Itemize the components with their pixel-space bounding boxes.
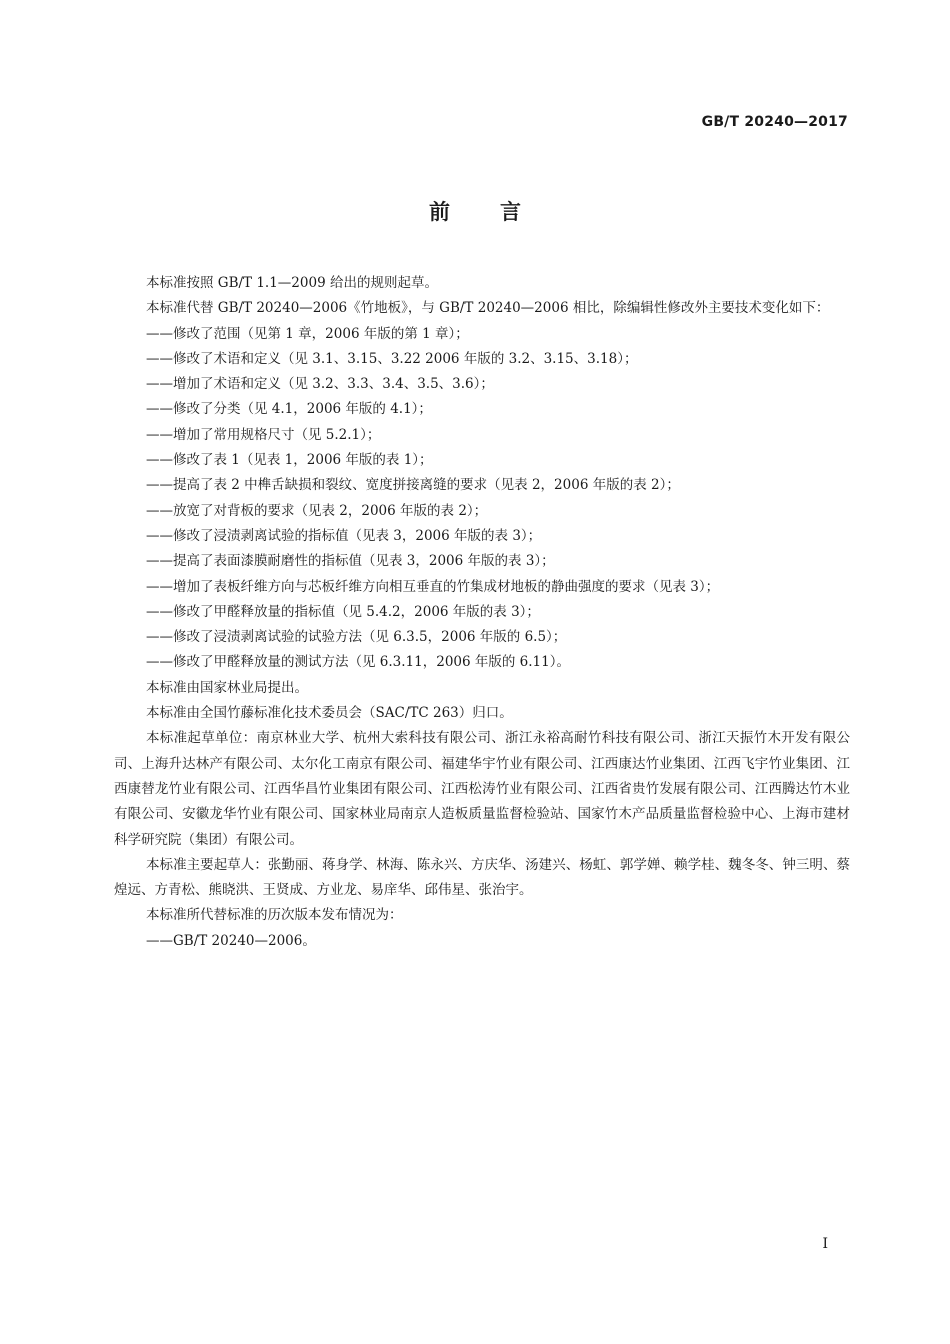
list-item: ——修改了甲醛释放量的测试方法（见 6.3.11，2006 年版的 6.11）。 [146, 654, 570, 671]
list-item: ——增加了常用规格尺寸（见 5.2.1）； [146, 426, 381, 443]
list-item: ——增加了表板纤维方向与芯板纤维方向相互垂直的竹集成材地板的静曲强度的要求（见表 3）； [146, 578, 720, 595]
list-item: ——提高了表 2 中榫舌缺损和裂纹、宽度拼接离缝的要求（见表 2，2006 年版的表 2）； [146, 477, 680, 494]
document-body [114, 271, 850, 954]
list-item: ——提高了表面漆膜耐磨性的指标值（见表 3，2006 年版的表 3）； [146, 553, 555, 570]
list-item: ——修改了范围（见第 1 章，2006 年版的第 1 章）； [146, 325, 469, 342]
paragraph-drafters: 本标准主要起草人：张勤丽、蒋身学、林海、陈永兴、方庆华、汤建兴、杨虹、郭学婵、赖学桂、魏冬冬、钟三明、蔡煌远、方青松、熊晓洪、王贤成、方业龙、易庠华、邱伟星、张治宇。 [114, 856, 850, 899]
list-item: ——修改了浸渍剥离试验的指标值（见表 3，2006 年版的表 3）； [146, 527, 542, 544]
list-item-history: ——GB/T 20240—2006。 [146, 932, 316, 949]
list-item: ——修改了表 1（见表 1，2006 年版的表 1）； [146, 452, 433, 469]
paragraph-drafting-rules: 本标准按照 GB/T 1.1—2009 给出的规则起草。 [146, 275, 438, 291]
list-item: ——修改了浸渍剥离试验的试验方法（见 6.3.5，2006 年版的 6.5）； [146, 629, 567, 646]
list-item: ——修改了分类（见 4.1，2006 年版的 4.1）； [146, 401, 432, 418]
standard-code: GB/T 20240—2017 [701, 114, 848, 130]
paragraph-proposer: 本标准由国家林业局提出。 [146, 679, 308, 696]
paragraph-drafting-units: 本标准起草单位：南京林业大学、杭州大索科技有限公司、浙江永裕高耐竹科技有限公司、浙江天振竹木开发有限公司、上海升达林产有限公司、太尔化工南京有限公司、福建华宇竹业有限公司、江西康达竹业集团、江西飞宇竹业集团、江西康替龙竹业有限公司、江西华昌竹业集团有限公司、江西松涛竹业有限公司、江西省贵竹发展有限公司、江西腾达竹木业有限公司、安徽龙华竹业有限公司、国家林业局南京人造板质量监督检验站、国家竹木产品质量监督检验中心、上海市建材科学研究院（集团）有限公司。 [114, 730, 850, 848]
list-item: ——修改了甲醛释放量的指标值（见 5.4.2，2006 年版的表 3）； [146, 603, 540, 620]
page-title: 前言 [429, 200, 571, 224]
paragraph-committee: 本标准由全国竹藤标准化技术委员会（SAC/TC 263）归口。 [146, 705, 513, 722]
list-item: ——增加了术语和定义（见 3.2、3.3、3.4、3.5、3.6）； [146, 376, 494, 393]
page-number: I [822, 1236, 828, 1252]
paragraph-replacement: 本标准代替 GB/T 20240—2006《竹地板》，与 GB/T 20240—2006 相比，除编辑性修改外主要技术变化如下： [146, 300, 830, 317]
list-item: ——修改了术语和定义（见 3.1、3.15、3.22 2006 年版的 3.2、3.15、3.18）； [146, 350, 638, 367]
list-item: ——放宽了对背板的要求（见表 2，2006 年版的表 2）； [146, 502, 488, 519]
paragraph-history-intro: 本标准所代替标准的历次版本发布情况为： [146, 907, 403, 924]
